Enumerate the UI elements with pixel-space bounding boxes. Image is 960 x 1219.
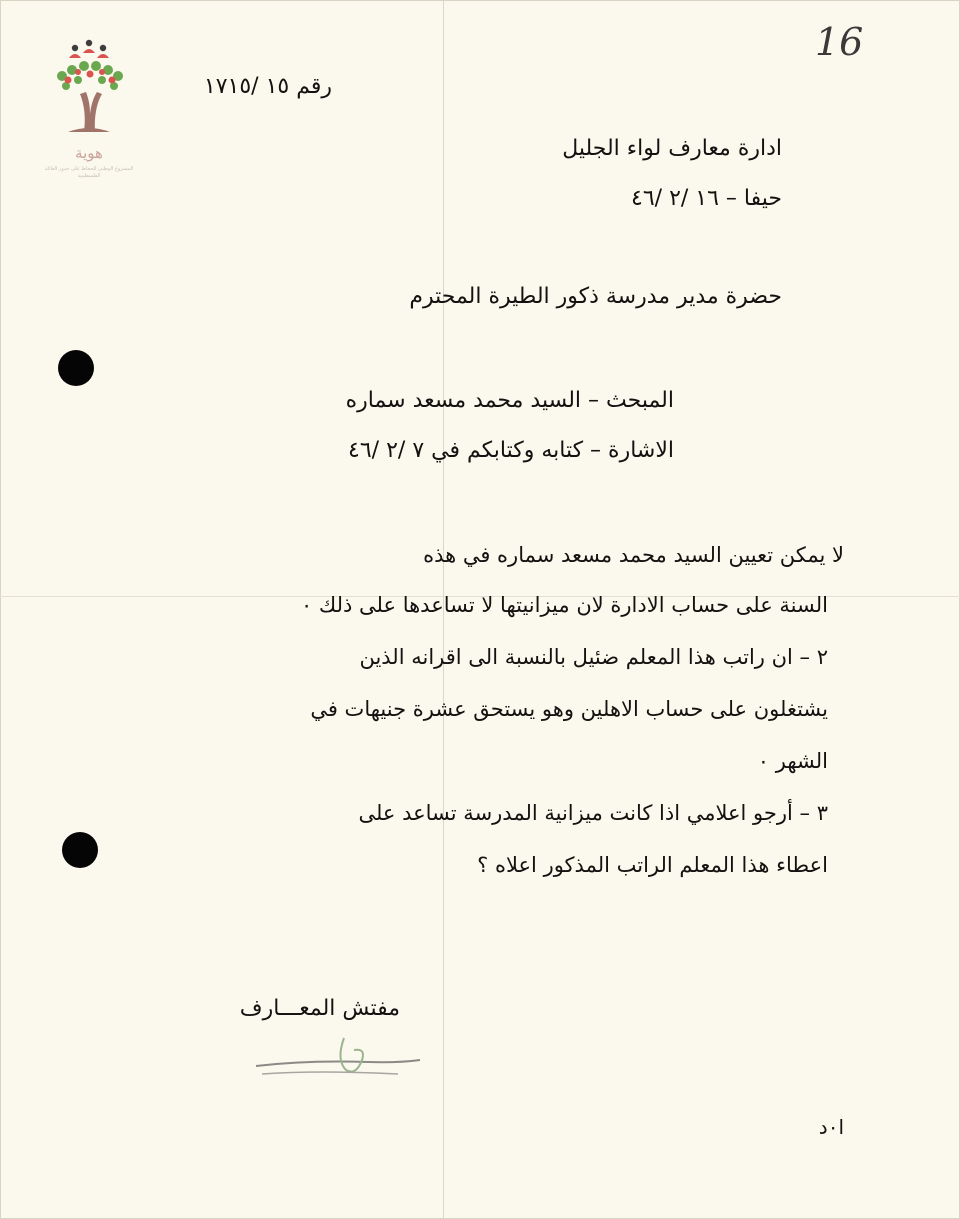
- issuing-office: ادارة معارف لواء الجليل: [562, 136, 782, 161]
- body-line-3: ٢ – ان راتب هذا المعلم ضئيل بالنسبة الى اقرانه الذين: [359, 645, 828, 669]
- footer-initials: ا٠د: [818, 1115, 844, 1139]
- reference-line: الاشارة – كتابه وكتابكم في ٧ /٢ /٤٦: [348, 438, 674, 463]
- handwritten-signature: [248, 1030, 428, 1090]
- reference-number: رقم ١٥ /١٧١٥: [203, 74, 332, 99]
- logo-name: هوية: [75, 144, 103, 162]
- family-tree-icon: [48, 36, 130, 136]
- signatory-title: مفتش المعـــارف: [239, 996, 400, 1021]
- addressee: حضرة مدير مدرسة ذكور الطيرة المحترم: [409, 284, 782, 309]
- logo-subtitle: المشروع الوطني للحفاظ على جذور العائلة الفلسطينية: [44, 166, 134, 179]
- body-line-6: ٣ – أرجو اعلامي اذا كانت ميزانية المدرسة تساعد على: [358, 801, 828, 825]
- hawiya-logo: [44, 36, 134, 196]
- handwritten-page-number: 16: [815, 20, 864, 64]
- body-line-5: الشهر ٠: [757, 749, 828, 773]
- punch-hole-top: [58, 350, 94, 386]
- body-line-4: يشتغلون على حساب الاهلين وهو يستحق عشرة جنيهات في: [310, 697, 828, 721]
- body-line-2: السنة على حساب الادارة لان ميزانيتها لا تساعدها على ذلك ٠: [300, 593, 828, 617]
- punch-hole-bottom: [62, 832, 98, 868]
- place-date: حيفا – ١٦ /٢ /٤٦: [631, 186, 782, 211]
- subject-line: المبحث – السيد محمد مسعد سماره: [345, 388, 674, 413]
- body-line-7: اعطاء هذا المعلم الراتب المذكور اعلاه ؟: [477, 853, 828, 877]
- body-line-1: لا يمكن تعيين السيد محمد مسعد سماره في هذه: [423, 543, 844, 567]
